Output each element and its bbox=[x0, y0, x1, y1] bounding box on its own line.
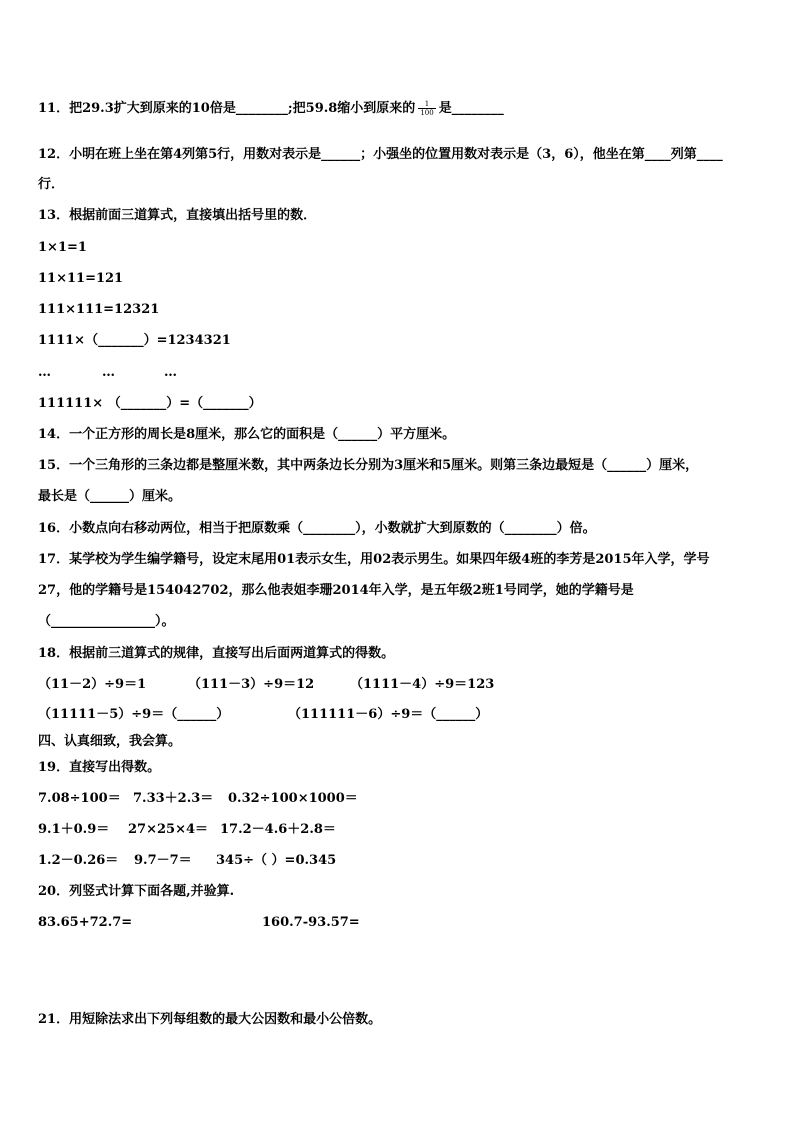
question-15-line-2: 最长是（______）厘米。 bbox=[38, 489, 182, 504]
oral-calc-item: 9.1＋0.9＝ bbox=[38, 822, 110, 837]
oral-calc-item: 17.2－4.6＋2.8＝ bbox=[220, 822, 336, 837]
question-17-line-3: （________________）。 bbox=[38, 614, 175, 629]
question-18-expression-4: （11111－5）÷9＝（______） bbox=[38, 707, 230, 722]
question-19-title: 19．直接写出得数。 bbox=[38, 760, 161, 775]
fraction-denominator: 100 bbox=[420, 109, 434, 117]
question-13-title: 13．根据前面三道算式，直接填出括号里的数． bbox=[38, 208, 317, 223]
oral-calc-item: 0.32÷100×1000＝ bbox=[228, 791, 358, 806]
ellipsis-1: … bbox=[38, 365, 51, 380]
oral-calc-item: 345÷（ ）=0.345 bbox=[216, 853, 337, 868]
question-17-line-2: 27，他的学籍号是154042702，那么他表姐李珊2014年入学，是五年级2班1号同学，她的学籍号是 bbox=[38, 583, 634, 598]
section-4-heading: 四、认真细致，我会算。 bbox=[38, 734, 182, 749]
question-11-text-part2: 是________ bbox=[438, 101, 504, 116]
oral-calc-item: 7.33＋2.3＝ bbox=[133, 791, 214, 806]
question-13-equation-1: 1×1=1 bbox=[38, 240, 87, 255]
ellipsis-3: … bbox=[164, 365, 177, 380]
question-18-expression-5: （111111－6）÷9＝（______） bbox=[288, 707, 489, 722]
question-18-expression-2: （111－3）÷9＝12 bbox=[188, 677, 315, 692]
question-14: 14．一个正方形的周长是8厘米，那么它的面积是（______）平方厘米。 bbox=[38, 427, 456, 442]
ellipsis-2: … bbox=[102, 365, 115, 380]
question-12-line-1: 12．小明在班上坐在第4列第5行，用数对表示是______；小强坐的位置用数对表示是（3，6），他坐在第____列第____ bbox=[38, 147, 723, 162]
oral-calc-item: 1.2－0.26＝ bbox=[38, 853, 119, 868]
question-18-expression-1: （11－2）÷9＝1 bbox=[38, 677, 147, 692]
question-13-equation-3: 111×111=12321 bbox=[38, 302, 160, 317]
oral-calc-item: 27×25×4＝ bbox=[128, 822, 209, 837]
question-11 bbox=[38, 100, 504, 118]
question-15-line-1: 15．一个三角形的三条边都是整厘米数，其中两条边长分别为3厘米和5厘米。则第三条边最短是（______）厘米， bbox=[38, 458, 699, 473]
question-21: 21．用短除法求出下列每组数的最大公因数和最小公倍数。 bbox=[38, 1012, 382, 1027]
oral-calc-item: 7.08÷100＝ bbox=[38, 791, 121, 806]
question-13-equation-2: 11×11=121 bbox=[38, 271, 124, 286]
question-16: 16．小数点向右移动两位，相当于把原数乘（________），小数就扩大到原数的（________）倍。 bbox=[38, 521, 596, 536]
question-18-expression-3: （1111－4）÷9＝123 bbox=[350, 677, 495, 692]
question-12-line-2: 行． bbox=[38, 177, 65, 192]
question-13-equation-6: 111111× （_______）=（_______） bbox=[38, 396, 262, 411]
question-13-equation-4: 1111×（_______）=1234321 bbox=[38, 333, 231, 348]
question-17-line-1: 17．某学校为学生编学籍号，设定末尾用01表示女生，用02表示男生。如果四年级4班的李芳是2015年入学，学号 bbox=[38, 552, 710, 567]
oral-calc-item: 9.7－7＝ bbox=[134, 853, 192, 868]
fraction-one-hundredth bbox=[418, 100, 435, 117]
question-18-title: 18．根据前三道算式的规律，直接写出后面两道算式的得数。 bbox=[38, 646, 395, 661]
question-20-title: 20．列竖式计算下面各题,并验算. bbox=[38, 884, 235, 899]
vertical-calc-problem-b: 160.7-93.57= bbox=[262, 915, 360, 930]
fraction-numerator: 1 bbox=[418, 100, 435, 109]
question-11-text-part1: 把29.3扩大到原来的10倍是________;把59.8缩小到原来的 bbox=[69, 101, 416, 116]
question-11-number: 11． bbox=[38, 101, 70, 116]
vertical-calc-problem-a: 83.65+72.7= bbox=[38, 915, 133, 930]
